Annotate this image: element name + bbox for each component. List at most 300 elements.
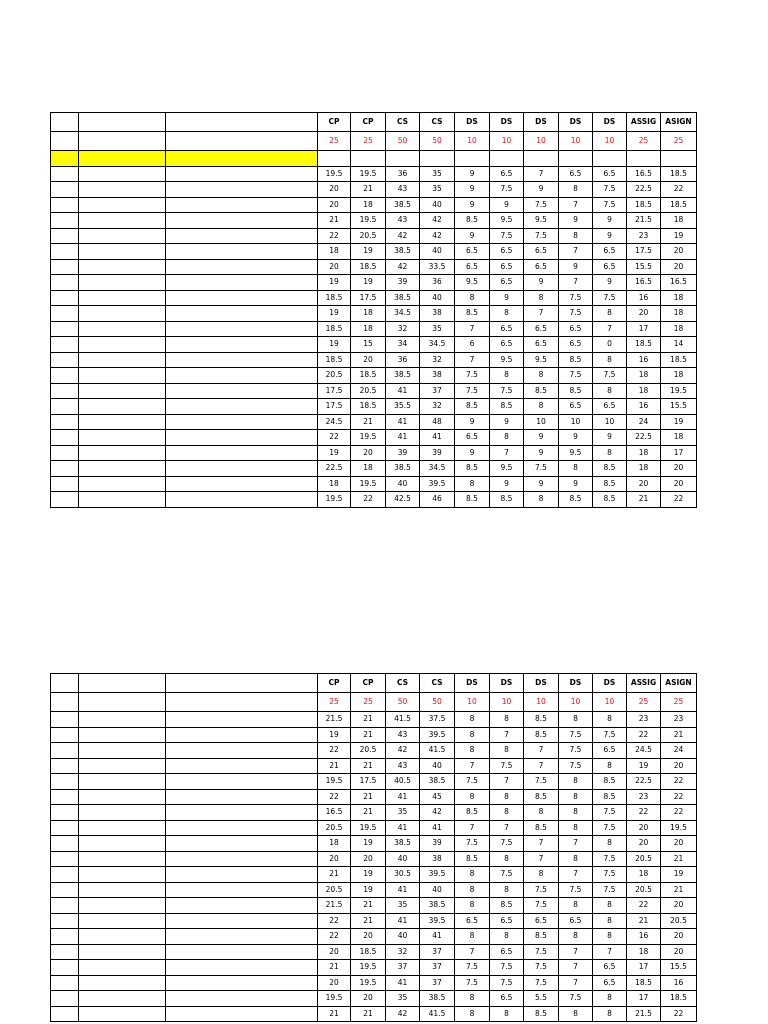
- label-cell: [79, 944, 166, 960]
- score-cell: 18: [318, 476, 351, 492]
- score-cell: 8.5: [524, 820, 559, 836]
- score-cell: 19.5: [351, 166, 386, 182]
- score-cell: 8.5: [455, 492, 490, 508]
- score-cell: 9: [524, 430, 559, 446]
- score-cell: 7: [524, 836, 559, 852]
- score-cell: 9: [559, 259, 593, 275]
- score-cell: 20: [318, 197, 351, 213]
- score-cell: 22: [661, 492, 697, 508]
- column-header: DS: [593, 113, 627, 132]
- score-cell: 20: [627, 836, 661, 852]
- label-cell: [51, 743, 79, 759]
- table-row: [51, 259, 697, 275]
- score-cell: 16.5: [627, 166, 661, 182]
- score-cell: 8: [524, 368, 559, 384]
- score-cell: 18: [661, 321, 697, 337]
- score-cell: 8.5: [490, 492, 524, 508]
- score-cell: 43: [386, 758, 420, 774]
- score-cell: 20.5: [351, 383, 386, 399]
- score-cell: 21.5: [627, 213, 661, 229]
- label-cell: [51, 132, 79, 151]
- label-cell: [79, 1006, 166, 1022]
- table-row: [51, 758, 697, 774]
- label-cell: [166, 898, 318, 914]
- label-cell: [79, 789, 166, 805]
- score-cell: 8.5: [559, 492, 593, 508]
- score-cell: 7.5: [524, 197, 559, 213]
- score-cell: 8.5: [524, 727, 559, 743]
- score-cell: 41: [420, 820, 455, 836]
- score-cell: 9: [559, 430, 593, 446]
- score-cell: 18.5: [627, 975, 661, 991]
- score-cell: 20: [627, 476, 661, 492]
- score-cell: 21: [351, 727, 386, 743]
- label-cell: [166, 975, 318, 991]
- label-cell: [51, 820, 79, 836]
- column-header: DS: [559, 113, 593, 132]
- score-cell: 7: [593, 321, 627, 337]
- score-cell: 8: [593, 1006, 627, 1022]
- score-cell: 9.5: [524, 352, 559, 368]
- score-cell: 18.5: [351, 259, 386, 275]
- score-cell: [455, 151, 490, 167]
- label-cell: [51, 851, 79, 867]
- score-cell: 8.5: [524, 789, 559, 805]
- table-row: [51, 430, 697, 446]
- table-row: [51, 197, 697, 213]
- score-cell: 7.5: [524, 461, 559, 477]
- label-cell: [166, 368, 318, 384]
- score-cell: 7.5: [455, 368, 490, 384]
- table-row: [51, 820, 697, 836]
- label-cell: [51, 445, 79, 461]
- score-cell: 15.5: [627, 259, 661, 275]
- score-cell: 8.5: [455, 851, 490, 867]
- score-cell: 18: [661, 290, 697, 306]
- score-cell: 7.5: [593, 882, 627, 898]
- score-cell: 6: [455, 337, 490, 353]
- column-header: CP: [318, 113, 351, 132]
- score-cell: 18.5: [661, 197, 697, 213]
- score-cell: 21: [351, 898, 386, 914]
- column-header: ASSIG: [627, 113, 661, 132]
- score-cell: 20: [661, 461, 697, 477]
- score-cell: 41.5: [420, 743, 455, 759]
- label-cell: [166, 960, 318, 976]
- table-row: [51, 867, 697, 883]
- table-row: [51, 975, 697, 991]
- score-cell: 19: [627, 758, 661, 774]
- label-cell: [51, 306, 79, 322]
- score-cell: 8: [490, 789, 524, 805]
- score-cell: 19.5: [318, 492, 351, 508]
- score-cell: 8: [455, 290, 490, 306]
- label-cell: [79, 476, 166, 492]
- score-cell: 38: [420, 851, 455, 867]
- score-cell: 9: [559, 476, 593, 492]
- score-cell: 33.5: [420, 259, 455, 275]
- score-cell: 17: [661, 445, 697, 461]
- max-score-row: [51, 693, 697, 712]
- score-cell: 42: [386, 228, 420, 244]
- score-cell: 35: [386, 805, 420, 821]
- max-score-cell: 25: [318, 693, 351, 712]
- score-cell: 20: [318, 944, 351, 960]
- score-cell: 7.5: [593, 820, 627, 836]
- score-cell: 8: [490, 743, 524, 759]
- score-cell: 19.5: [351, 960, 386, 976]
- table-body-1: [51, 113, 697, 508]
- label-cell: [51, 476, 79, 492]
- score-cell: 39.5: [420, 913, 455, 929]
- score-cell: 9: [593, 213, 627, 229]
- score-cell: 9: [593, 275, 627, 291]
- score-cell: 17: [627, 321, 661, 337]
- score-cell: 22: [318, 430, 351, 446]
- label-cell: [79, 244, 166, 260]
- label-cell: [51, 213, 79, 229]
- score-cell: 37: [420, 383, 455, 399]
- score-cell: 20: [351, 352, 386, 368]
- score-cell: 18.5: [318, 290, 351, 306]
- score-cell: 7: [524, 306, 559, 322]
- score-cell: 9: [593, 228, 627, 244]
- score-cell: 20: [318, 259, 351, 275]
- score-cell: 9: [490, 414, 524, 430]
- score-cell: 40: [386, 929, 420, 945]
- score-cell: 8: [455, 476, 490, 492]
- label-cell: [79, 352, 166, 368]
- label-cell: [166, 113, 318, 132]
- score-cell: 37: [420, 960, 455, 976]
- score-cell: 21: [318, 1006, 351, 1022]
- score-cell: 22: [627, 805, 661, 821]
- label-cell: [166, 476, 318, 492]
- score-cell: 7: [524, 758, 559, 774]
- score-cell: 10: [593, 414, 627, 430]
- score-cell: 20: [627, 306, 661, 322]
- score-cell: 9: [524, 275, 559, 291]
- score-cell: 7: [559, 836, 593, 852]
- score-cell: 9: [455, 182, 490, 198]
- score-cell: 18: [627, 383, 661, 399]
- score-cell: 43: [386, 213, 420, 229]
- score-cell: 7: [559, 244, 593, 260]
- label-cell: [79, 805, 166, 821]
- label-cell: [51, 244, 79, 260]
- score-cell: 6.5: [455, 430, 490, 446]
- score-cell: 7.5: [559, 991, 593, 1007]
- score-cell: 9.5: [490, 213, 524, 229]
- label-cell: [79, 113, 166, 132]
- score-cell: 40: [420, 244, 455, 260]
- score-cell: 21.5: [318, 898, 351, 914]
- label-cell: [166, 712, 318, 728]
- score-cell: 40: [386, 476, 420, 492]
- score-cell: 21: [351, 789, 386, 805]
- max-score-cell: 25: [351, 132, 386, 151]
- label-cell: [79, 674, 166, 693]
- score-cell: 8: [524, 805, 559, 821]
- score-cell: 9: [455, 197, 490, 213]
- score-cell: 9: [455, 445, 490, 461]
- label-cell: [166, 461, 318, 477]
- score-cell: 21: [351, 805, 386, 821]
- score-cell: 41: [386, 430, 420, 446]
- label-cell: [79, 430, 166, 446]
- score-cell: 8.5: [593, 461, 627, 477]
- score-cell: 39.5: [420, 727, 455, 743]
- label-cell: [79, 132, 166, 151]
- score-cell: 19: [351, 275, 386, 291]
- score-cell: 20.5: [627, 851, 661, 867]
- max-score-cell: 50: [420, 693, 455, 712]
- score-cell: 38.5: [386, 290, 420, 306]
- table-row: [51, 399, 697, 415]
- label-cell: [166, 1006, 318, 1022]
- score-cell: 18: [351, 321, 386, 337]
- score-cell: 21: [318, 758, 351, 774]
- score-cell: 21: [351, 712, 386, 728]
- label-cell: [79, 228, 166, 244]
- score-cell: 10: [524, 414, 559, 430]
- score-cell: 8: [593, 898, 627, 914]
- score-cell: 21.5: [627, 1006, 661, 1022]
- label-cell: [79, 929, 166, 945]
- column-header: ASIGN: [661, 674, 697, 693]
- score-cell: 17.5: [351, 774, 386, 790]
- score-cell: 9: [524, 182, 559, 198]
- score-cell: 8: [455, 789, 490, 805]
- score-cell: 40: [420, 758, 455, 774]
- score-cell: 6.5: [455, 259, 490, 275]
- score-cell: 8: [490, 712, 524, 728]
- score-cell: [386, 151, 420, 167]
- table-row: [51, 929, 697, 945]
- label-cell: [79, 743, 166, 759]
- score-cell: 8.5: [593, 774, 627, 790]
- score-cell: 6.5: [593, 259, 627, 275]
- table-row: [51, 244, 697, 260]
- score-cell: 40: [420, 882, 455, 898]
- score-cell: 38.5: [420, 991, 455, 1007]
- label-cell: [166, 166, 318, 182]
- table-row: [51, 712, 697, 728]
- max-score-cell: 10: [524, 132, 559, 151]
- max-score-cell: 10: [455, 132, 490, 151]
- score-cell: 6.5: [524, 321, 559, 337]
- score-cell: 43: [386, 727, 420, 743]
- score-cell: 37: [386, 960, 420, 976]
- score-cell: 6.5: [559, 166, 593, 182]
- score-cell: 41: [386, 414, 420, 430]
- score-cell: 6.5: [559, 337, 593, 353]
- score-cell: 21: [351, 182, 386, 198]
- score-cell: 19.5: [318, 991, 351, 1007]
- label-cell: [79, 290, 166, 306]
- score-cell: 8.5: [490, 898, 524, 914]
- table-body-2: [51, 674, 697, 1022]
- label-cell: [51, 944, 79, 960]
- score-cell: 8: [490, 882, 524, 898]
- score-cell: 7: [455, 944, 490, 960]
- label-cell: [79, 399, 166, 415]
- score-cell: 10: [559, 414, 593, 430]
- score-cell: 8: [593, 836, 627, 852]
- score-cell: 7.5: [524, 960, 559, 976]
- label-cell: [166, 151, 318, 167]
- label-cell: [166, 306, 318, 322]
- label-cell: [79, 275, 166, 291]
- score-cell: 7: [524, 743, 559, 759]
- score-cell: 8: [593, 383, 627, 399]
- score-cell: 22: [318, 743, 351, 759]
- score-cell: 41: [386, 975, 420, 991]
- score-cell: 40: [420, 290, 455, 306]
- label-cell: [166, 228, 318, 244]
- score-cell: 8: [455, 727, 490, 743]
- label-cell: [166, 836, 318, 852]
- score-cell: 19.5: [318, 774, 351, 790]
- score-cell: 7: [559, 197, 593, 213]
- score-cell: 8.5: [593, 492, 627, 508]
- max-score-cell: 10: [593, 693, 627, 712]
- score-cell: 23: [627, 712, 661, 728]
- score-cell: 38.5: [386, 197, 420, 213]
- score-cell: 16: [627, 352, 661, 368]
- label-cell: [51, 337, 79, 353]
- score-cell: 20.5: [627, 882, 661, 898]
- score-cell: 38.5: [386, 461, 420, 477]
- score-cell: 20: [661, 758, 697, 774]
- score-cell: 8.5: [559, 383, 593, 399]
- table-row: [51, 368, 697, 384]
- score-cell: 7: [559, 975, 593, 991]
- score-cell: 8.5: [490, 399, 524, 415]
- score-cell: 38.5: [386, 836, 420, 852]
- score-cell: 7.5: [524, 882, 559, 898]
- score-cell: 39: [420, 836, 455, 852]
- score-cell: 21: [351, 758, 386, 774]
- score-cell: 20: [661, 898, 697, 914]
- score-cell: 8: [559, 461, 593, 477]
- table-row: [51, 182, 697, 198]
- max-score-cell: 10: [559, 693, 593, 712]
- score-cell: 7: [559, 960, 593, 976]
- label-cell: [79, 259, 166, 275]
- score-cell: 17.5: [318, 399, 351, 415]
- label-cell: [79, 693, 166, 712]
- score-cell: 8.5: [593, 476, 627, 492]
- score-cell: 19: [351, 882, 386, 898]
- label-cell: [51, 321, 79, 337]
- column-header: CP: [351, 113, 386, 132]
- label-cell: [79, 151, 166, 167]
- label-cell: [79, 913, 166, 929]
- label-cell: [166, 383, 318, 399]
- table-row: [51, 851, 697, 867]
- score-cell: 9.5: [455, 275, 490, 291]
- score-cell: 7.5: [455, 383, 490, 399]
- score-cell: 8: [559, 851, 593, 867]
- score-cell: 7: [559, 867, 593, 883]
- column-header: DS: [559, 674, 593, 693]
- label-cell: [166, 244, 318, 260]
- score-cell: 8.5: [455, 213, 490, 229]
- label-cell: [51, 789, 79, 805]
- score-cell: 17.5: [351, 290, 386, 306]
- table-row: [51, 306, 697, 322]
- score-cell: [661, 151, 697, 167]
- score-cell: 7: [524, 166, 559, 182]
- score-cell: 0: [593, 337, 627, 353]
- column-header: DS: [593, 674, 627, 693]
- score-cell: 8: [455, 867, 490, 883]
- score-cell: 22: [661, 182, 697, 198]
- score-cell: 20: [627, 820, 661, 836]
- label-cell: [51, 492, 79, 508]
- score-cell: 9: [524, 445, 559, 461]
- label-cell: [166, 414, 318, 430]
- column-header: DS: [455, 674, 490, 693]
- score-cell: 6.5: [490, 259, 524, 275]
- label-cell: [166, 197, 318, 213]
- score-cell: 7.5: [559, 290, 593, 306]
- label-cell: [79, 182, 166, 198]
- score-cell: 36: [386, 352, 420, 368]
- label-cell: [166, 321, 318, 337]
- label-cell: [51, 913, 79, 929]
- score-cell: 41.5: [386, 712, 420, 728]
- score-cell: 6.5: [490, 244, 524, 260]
- score-cell: 9: [524, 476, 559, 492]
- score-cell: 48: [420, 414, 455, 430]
- max-score-cell: 25: [627, 693, 661, 712]
- score-cell: 38.5: [386, 244, 420, 260]
- label-cell: [166, 991, 318, 1007]
- score-cell: 7.5: [559, 743, 593, 759]
- label-cell: [79, 321, 166, 337]
- score-cell: 22: [661, 774, 697, 790]
- score-cell: 7.5: [524, 975, 559, 991]
- score-cell: 19.5: [351, 213, 386, 229]
- score-cell: [524, 151, 559, 167]
- score-cell: 6.5: [490, 337, 524, 353]
- score-cell: 38.5: [420, 898, 455, 914]
- score-cell: 7.5: [593, 851, 627, 867]
- score-cell: 7.5: [490, 836, 524, 852]
- label-cell: [166, 430, 318, 446]
- score-cell: 20.5: [318, 368, 351, 384]
- score-cell: 6.5: [593, 244, 627, 260]
- score-cell: 22: [627, 898, 661, 914]
- score-cell: 19: [661, 867, 697, 883]
- score-cell: 20: [661, 476, 697, 492]
- score-cell: 6.5: [490, 913, 524, 929]
- label-cell: [51, 414, 79, 430]
- score-cell: 7.5: [455, 774, 490, 790]
- score-cell: 34.5: [386, 306, 420, 322]
- max-score-cell: 50: [420, 132, 455, 151]
- label-cell: [51, 805, 79, 821]
- score-cell: 38.5: [420, 774, 455, 790]
- score-cell: 7.5: [455, 960, 490, 976]
- label-cell: [79, 197, 166, 213]
- label-cell: [79, 820, 166, 836]
- table-row: [51, 898, 697, 914]
- label-cell: [166, 182, 318, 198]
- score-cell: 41: [386, 882, 420, 898]
